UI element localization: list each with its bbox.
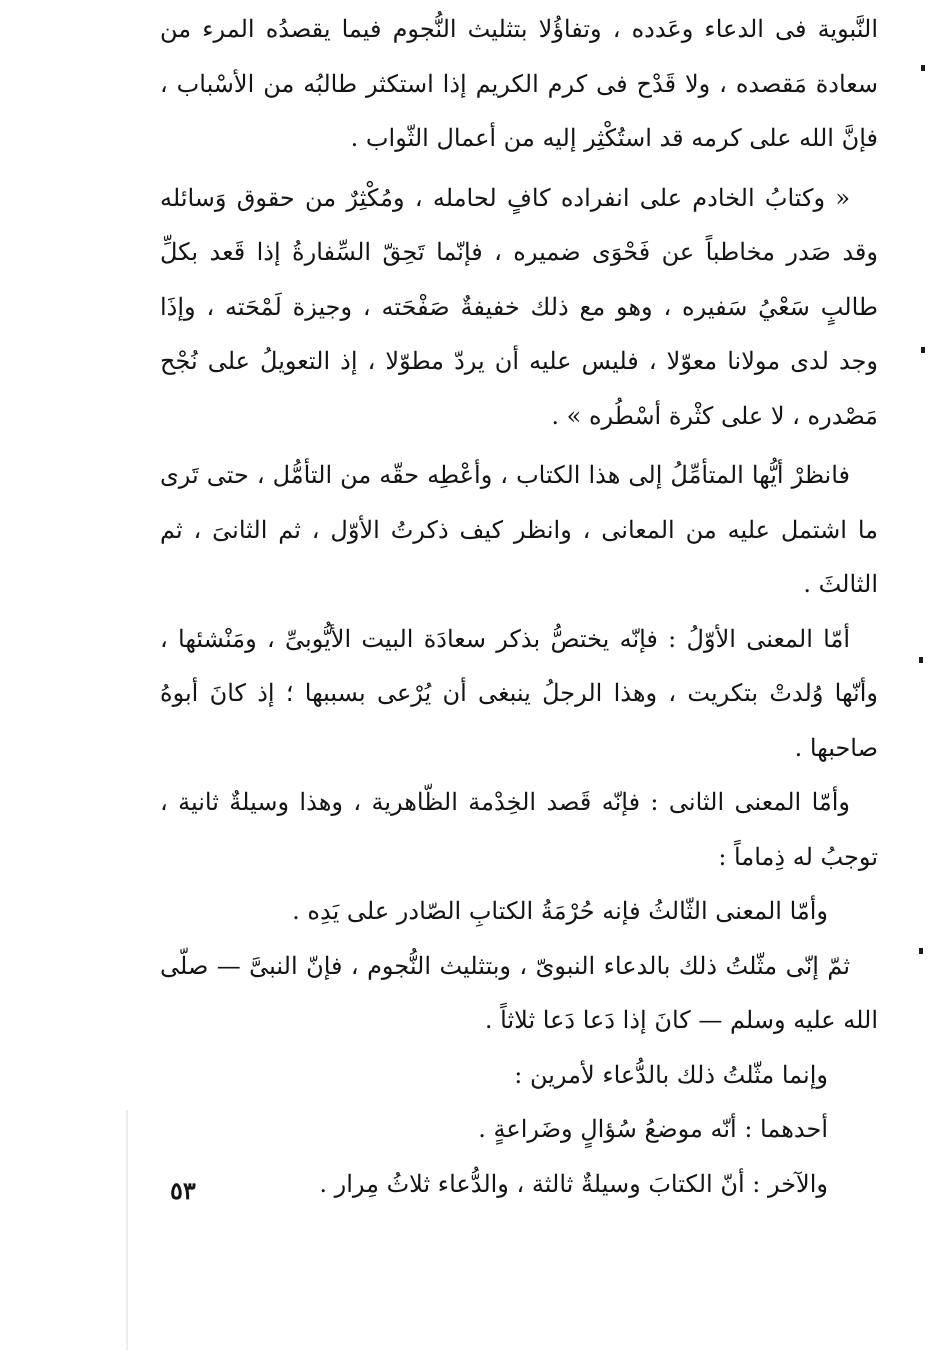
paragraph: والآخر : أنّ الكتابَ وسيلةٌ ثالثة ، والدُّعاء ثلاثُ مِرار . bbox=[319, 1169, 828, 1198]
paragraph: ثمّ إنّى مثّلتُ ذلك بالدعاء النبوىّ ، وبتثليث النُّجوم ، فإنّ النبىَّ — صلّى الله عليه وسلم — كانَ إذا دَعا دَعا ثلاثاً . bbox=[160, 951, 878, 1034]
margin-mark bbox=[921, 65, 925, 71]
margin-mark bbox=[921, 347, 925, 353]
paragraph: أمّا المعنى الأوّلُ : فإنّه يختصُّ بذكر سعادَة البيت الأيُّوبىِّ ، ومَنْشئها ، وأنّها وُلدتْ بتكريت ، وهذا الرجلُ ينبغى أن يُرْعى بسببها ؛ إذ كانَ أبوهُ صاحبها . bbox=[160, 624, 878, 762]
page-number: ٥٣ bbox=[170, 1176, 196, 1205]
margin-mark bbox=[919, 657, 923, 663]
paragraph: فانظرْ أيُّها المتأمِّلُ إلى هذا الكتاب ، وأعْطِه حقّه من التأمُّل ، حتى تَرى ما اشتمل عليه من المعانى ، وانظر كيف ذكرتُ الأوّل ، ثم الثانىَ ، ثم الثالثَ . bbox=[160, 461, 878, 598]
margin-mark bbox=[919, 948, 923, 954]
paragraph: « وكتابُ الخادم على انفراده كافٍ لحامله ، ومُكْثِرٌ من حقوق وَسائله وقد صَدر مخاطباً عن فَحْوَى ضميره ، فإنّما تَحِقّ السِّفارةُ إذا قَعد بكلِّ طالبٍ سَعْيُ سَفيره ، وهو مع ذلك خفيفةٌ صَفْحَته ، وجيزة لَمْحَته ، وإذَا وجد لدى مولانا معوّلا ، فليس عليه أن يردّ مطوّلا ، إذ التعويلُ على نُجْح مَصْدره ، لا على كثْرة أسْطُره » . bbox=[160, 183, 878, 430]
paragraph: وأمّا المعنى الثانى : فإنّه قَصد الخِدْمة الظّاهرية ، وهذا وسيلةٌ ثانية ، توجبُ له ذِماماً : bbox=[160, 788, 878, 871]
paragraph: النَّبوية فى الدعاء وعَدده ، وتفاؤُلا بتثليث النُّجوم فيما يقصدُه المرء من سعادة مَقصده ، ولا قَدْح فى كرم الكريم إذا استكثر طالبُه من الأسْباب ، فإنَّ الله على كرمه قد استُكْثِر إليه من أعمال الثّواب . bbox=[160, 15, 879, 152]
paragraph: أحدهما : أنّه موضعُ سُؤالٍ وضَراعةٍ . bbox=[478, 1115, 828, 1143]
paragraph: وإنما مثّلتُ ذلك بالدُّعاء لأمرين : bbox=[514, 1060, 828, 1089]
paragraph: وأمّا المعنى الثّالثُ فإنه حُرْمَةُ الكتابِ الصّادر على يَدِه . bbox=[292, 897, 828, 925]
body-text bbox=[160, 2, 878, 1211]
scan-shadow bbox=[126, 1110, 128, 1350]
